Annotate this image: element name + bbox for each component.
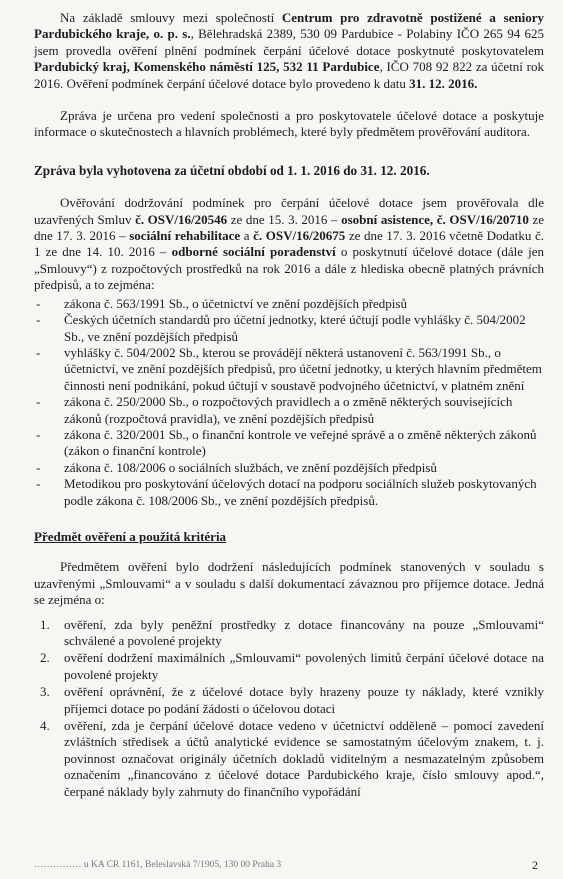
- document-page: [34, 10, 544, 801]
- verification-text-4: a: [240, 228, 254, 244]
- list-item: [34, 476, 544, 509]
- law-text: Metodikou pro poskytování účelových dotací na podporu sociálních služeb poskytovaných podle zákona č. 108/2006 Sb., ve znění pozdějších předpisů.: [64, 476, 537, 508]
- law-text: zákona č. 108/2006 o sociálních službách, ve znění pozdějších předpisů: [64, 459, 437, 475]
- item-number: 1.: [40, 616, 50, 632]
- law-text: vyhlášky č. 504/2002 Sb., kterou se provádějí některá ustanovení č. 563/1991 Sb., o účetnictví, ve znění pozdějších předpisů, pro účetní jednotky, u kterých hlavním předmětem činnosti není podnikání, pokud účtují v soustavě podvojného účetnictví, v platném znění: [64, 344, 542, 393]
- verification-text-3: ze dne 17. 3. 2016 –: [34, 211, 544, 244]
- service-3: odborné sociální poradenství: [171, 244, 336, 260]
- service-2: sociální rehabilitace: [129, 228, 241, 244]
- dash-bullet: -: [36, 476, 41, 492]
- page-footer: …………… u KA ČR 1161, Beleslavská 7/1905, 130 00 Praha 3: [34, 860, 282, 870]
- list-item: [34, 650, 544, 683]
- dash-bullet: -: [36, 426, 41, 442]
- intro-text-3: , IČO 708 92 822 za účetní rok 2016. Ověření podmínek čerpání účelové dotace bylo provedeno k datu: [34, 59, 544, 91]
- list-item: [34, 296, 544, 312]
- verification-text-5: ze dne 17. 3. 2016 včetně Dodatku č. 1 ze dne 14. 10. 2016 –: [34, 228, 544, 260]
- criteria-intro: Předmětem ověření bylo dodržení následujících podmínek stanovených v souladu s uzavřenými „Smlouvami“ a v souladu s další dokumentací závaznou pro příjemce dotace. Jedná se zejména o:: [34, 559, 544, 608]
- list-item: [34, 460, 544, 476]
- laws-list: [34, 296, 544, 509]
- list-item: [34, 718, 544, 800]
- company-name: Centrum pro zdravotně postižené a seniory Pardubického kraje, o. p. s.: [34, 10, 545, 42]
- law-text: zákona č. 320/2001 Sb., o finanční kontrole ve veřejné správě a o změně některých zákonů (zákon o finanční kontrole): [64, 426, 537, 459]
- verification-paragraph: [34, 195, 544, 293]
- dash-bullet: -: [36, 344, 41, 360]
- law-text: Českých účetních standardů pro účetní jednotky, které účtují podle vyhlášky č. 504/2002 Sb., ve znění pozdějších předpisů: [64, 312, 526, 344]
- purpose-paragraph: Zpráva je určena pro vedení společnosti a pro poskytovatele účelové dotace a poskytuje informace o skutečnostech a hlavních problémech, které byly předmětem prověřování auditora.: [34, 108, 544, 140]
- check-text: ověření dodržení maximálních „Smlouvami“ povolených limitů čerpání účelové dotace na povolené projekty: [64, 650, 544, 682]
- contract-1: č. OSV/16/20546: [135, 211, 228, 227]
- item-number: 4.: [40, 718, 50, 734]
- check-text: ověření, zda byly peněžní prostředky z dotace financovány na pouze „Smlouvami“ schválené a povolené projekty: [64, 616, 544, 648]
- intro-paragraph: [34, 10, 544, 92]
- list-item: [34, 427, 544, 460]
- dash-bullet: -: [36, 295, 41, 311]
- provider-name: Pardubický kraj, Komenského náměstí 125, 532 11 Pardubice: [34, 59, 380, 75]
- dash-bullet: -: [36, 459, 41, 475]
- service-1: osobní asistence, č. OSV/16/20710: [341, 211, 529, 227]
- dash-bullet: -: [36, 394, 41, 410]
- checks-list: [34, 617, 544, 800]
- intro-text-1: Na základě smlouvy mezi společností: [60, 10, 282, 25]
- item-number: 3.: [40, 684, 50, 700]
- list-item: [34, 312, 544, 345]
- criteria-heading: Předmět ověření a použitá kritéria: [34, 528, 227, 544]
- list-item: [34, 394, 544, 427]
- verification-text-1: Ověřování dodržování podmínek pro čerpání účelové dotace jsem prověřovala dle uzavřených Smluv: [34, 195, 544, 227]
- law-text: zákona č. 250/2000 Sb., o rozpočtových pravidlech a o změně některých souvisejících zákonů (rozpočtová pravidla), ve znění pozdějších předpisů: [64, 394, 513, 426]
- contract-3: č. OSV/16/20675: [253, 228, 346, 244]
- list-item: [34, 345, 544, 394]
- scope-heading: Zpráva byla vyhotovena za účetní období od 1. 1. 2016 do 31. 12. 2016.: [34, 162, 430, 178]
- list-item: [34, 684, 544, 717]
- check-text: ověření, zda je čerpání účelové dotace vedeno v účetnictví odděleně – pomocí zavedení zvláštních středisek a účtů analytické evidence se samostatným účelovým znakem, t. j. povinnost označovat originály účetních dokladů viditelným a nesmazatelným způsobem označením „financováno z účelové dotace Pardubického kraje, číslo smlouvy apod.“, čerpané náklady byly zahrnuty do finančního vypořádání: [64, 718, 544, 799]
- intro-text-2: , Bělehradská 2389, 530 09 Pardubice - Polabiny IČO 265 94 625 jsem provedla ověření plnění podmínek čerpání účelové dotace poskytnuté poskytovatelem: [34, 26, 544, 58]
- verification-text-2: ze dne 15. 3. 2016 –: [227, 211, 342, 227]
- law-text: zákona č. 563/1991 Sb., o účetnictví ve znění pozdějších předpisů: [64, 295, 407, 311]
- check-text: ověření oprávnění, že z účelové dotace byly hrazeny pouze ty náklady, které vznikly příjemci dotace po podání žádosti o účelovou dotaci: [64, 684, 544, 716]
- dash-bullet: -: [36, 312, 41, 328]
- verification-text-6: o poskytnutí účelové dotace (dále jen „Smlouvy“) z rozpočtových prostředků na rok 2016 a dále z hlediska obecně platných právních předpisů, a to zejména:: [34, 244, 545, 293]
- page-number: 2: [532, 858, 538, 872]
- verification-date: 31. 12. 2016.: [409, 75, 478, 91]
- item-number: 2.: [40, 650, 50, 666]
- list-item: [34, 617, 544, 650]
